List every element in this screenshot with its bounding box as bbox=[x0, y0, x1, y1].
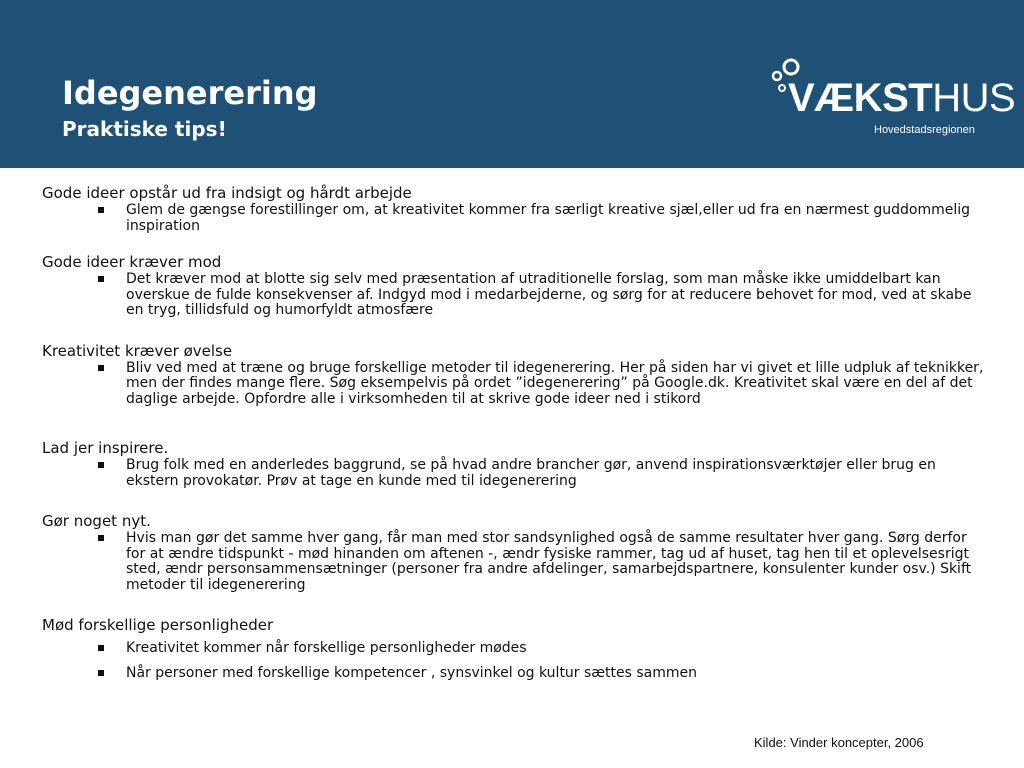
section-inspiration bbox=[42, 438, 987, 489]
section-practice bbox=[42, 341, 987, 408]
section-insight bbox=[42, 183, 987, 234]
bullet-item bbox=[42, 666, 987, 682]
slide-title: Idegenerering bbox=[62, 74, 318, 112]
bullet-text: Kreativitet kommer når forskellige personligheder mødes bbox=[126, 640, 527, 656]
section-heading: Mød forskellige personligheder bbox=[42, 616, 274, 634]
bullet-item bbox=[42, 641, 987, 657]
logo-word-strong: VÆKST bbox=[788, 76, 933, 120]
section-courage bbox=[42, 252, 987, 319]
logo-wordmark bbox=[788, 76, 1015, 120]
bullet-text: Det kræver mod at blotte sig selv med præsentation af utraditionelle forslag, som man måske ikke umiddelbart kan overskue de fulde konsekvenser af. Indgyd mod i medarbejderne, og sørg for at reducere behovet for mod, ved at skabe en tryg, tillidsfuld og humorfyldt atmosfære bbox=[126, 271, 972, 318]
bullet-square-icon bbox=[98, 670, 104, 676]
bullet-square-icon bbox=[98, 276, 104, 282]
bullet-list bbox=[42, 203, 987, 234]
bullet-list bbox=[42, 361, 987, 408]
bullet-text: Hvis man gør det samme hver gang, får man med stor sandsynlighed også de samme resultater hver gang. Sørg derfor for at ændre tidspunkt - mød hinanden om aftenen -, ændr fysiske rammer, tag ud af huset, tag hen til et oplevelsesrigt sted, ændr personsammensætninger (personer fra andre afdelinger, samarbejdspartnere, konsulenter kunder osv.) Skift metoder til idegenerering bbox=[126, 530, 972, 593]
bullet-item bbox=[42, 458, 987, 489]
bullet-square-icon bbox=[98, 207, 104, 213]
bullet-list bbox=[42, 531, 987, 593]
bullet-list bbox=[42, 641, 987, 681]
vaeksthus-logo bbox=[760, 52, 1016, 142]
section-heading: Kreativitet kræver øvelse bbox=[42, 341, 233, 360]
slide-subtitle: Praktiske tips! bbox=[62, 117, 227, 141]
bullet-square-icon bbox=[98, 645, 104, 651]
bullet-item bbox=[42, 272, 987, 319]
slide-body bbox=[42, 183, 987, 681]
section-heading: Lad jer inspirere. bbox=[42, 439, 169, 457]
bullet-item bbox=[42, 361, 987, 408]
bullet-text: Brug folk med en anderledes baggrund, se på hvad andre brancher gør, anvend inspirationsværktøjer eller brug en ekstern provokatør. Prøv at tage en kunde med til idegenerering bbox=[126, 457, 936, 489]
slide-header bbox=[0, 0, 1024, 168]
bullet-square-icon bbox=[98, 462, 104, 468]
section-heading: Gør noget nyt. bbox=[42, 512, 151, 530]
source-citation: Kilde: Vinder koncepter, 2006 bbox=[754, 735, 924, 750]
bullet-text: Glem de gængse forestillinger om, at kreativitet kommer fra særligt kreative sjæl,eller ud fra en nærmest guddommelig inspiration bbox=[126, 202, 971, 234]
bullet-list bbox=[42, 458, 987, 489]
section-heading: Gode ideer opstår ud fra indsigt og hårdt arbejde bbox=[42, 184, 412, 202]
bullet-item bbox=[42, 203, 987, 234]
section-new bbox=[42, 511, 987, 593]
bullet-square-icon bbox=[98, 535, 104, 541]
section-heading: Gode ideer kræver mod bbox=[42, 253, 222, 271]
bullet-text: Bliv ved med at træne og bruge forskellige metoder til idegenerering. Her på siden har vi givet et lille udpluk af teknikker, men der findes mange flere. Søg eksempelvis på ordet ”idegenerering” på Google.dk. Kreativitet skal være en del af det daglige arbejde. Opfordre alle i virksomheden til at skrive gode ideer ned i stikord bbox=[126, 359, 984, 407]
bullet-text: Når personer med forskellige kompetencer , synsvinkel og kultur sættes sammen bbox=[126, 664, 698, 681]
bullet-item bbox=[42, 531, 987, 593]
bullet-list bbox=[42, 272, 987, 319]
section-personalities bbox=[42, 615, 987, 681]
logo-tagline: Hovedstadsregionen bbox=[874, 124, 975, 136]
bullet-square-icon bbox=[98, 365, 104, 371]
logo-word-light: HUS bbox=[932, 76, 1016, 120]
